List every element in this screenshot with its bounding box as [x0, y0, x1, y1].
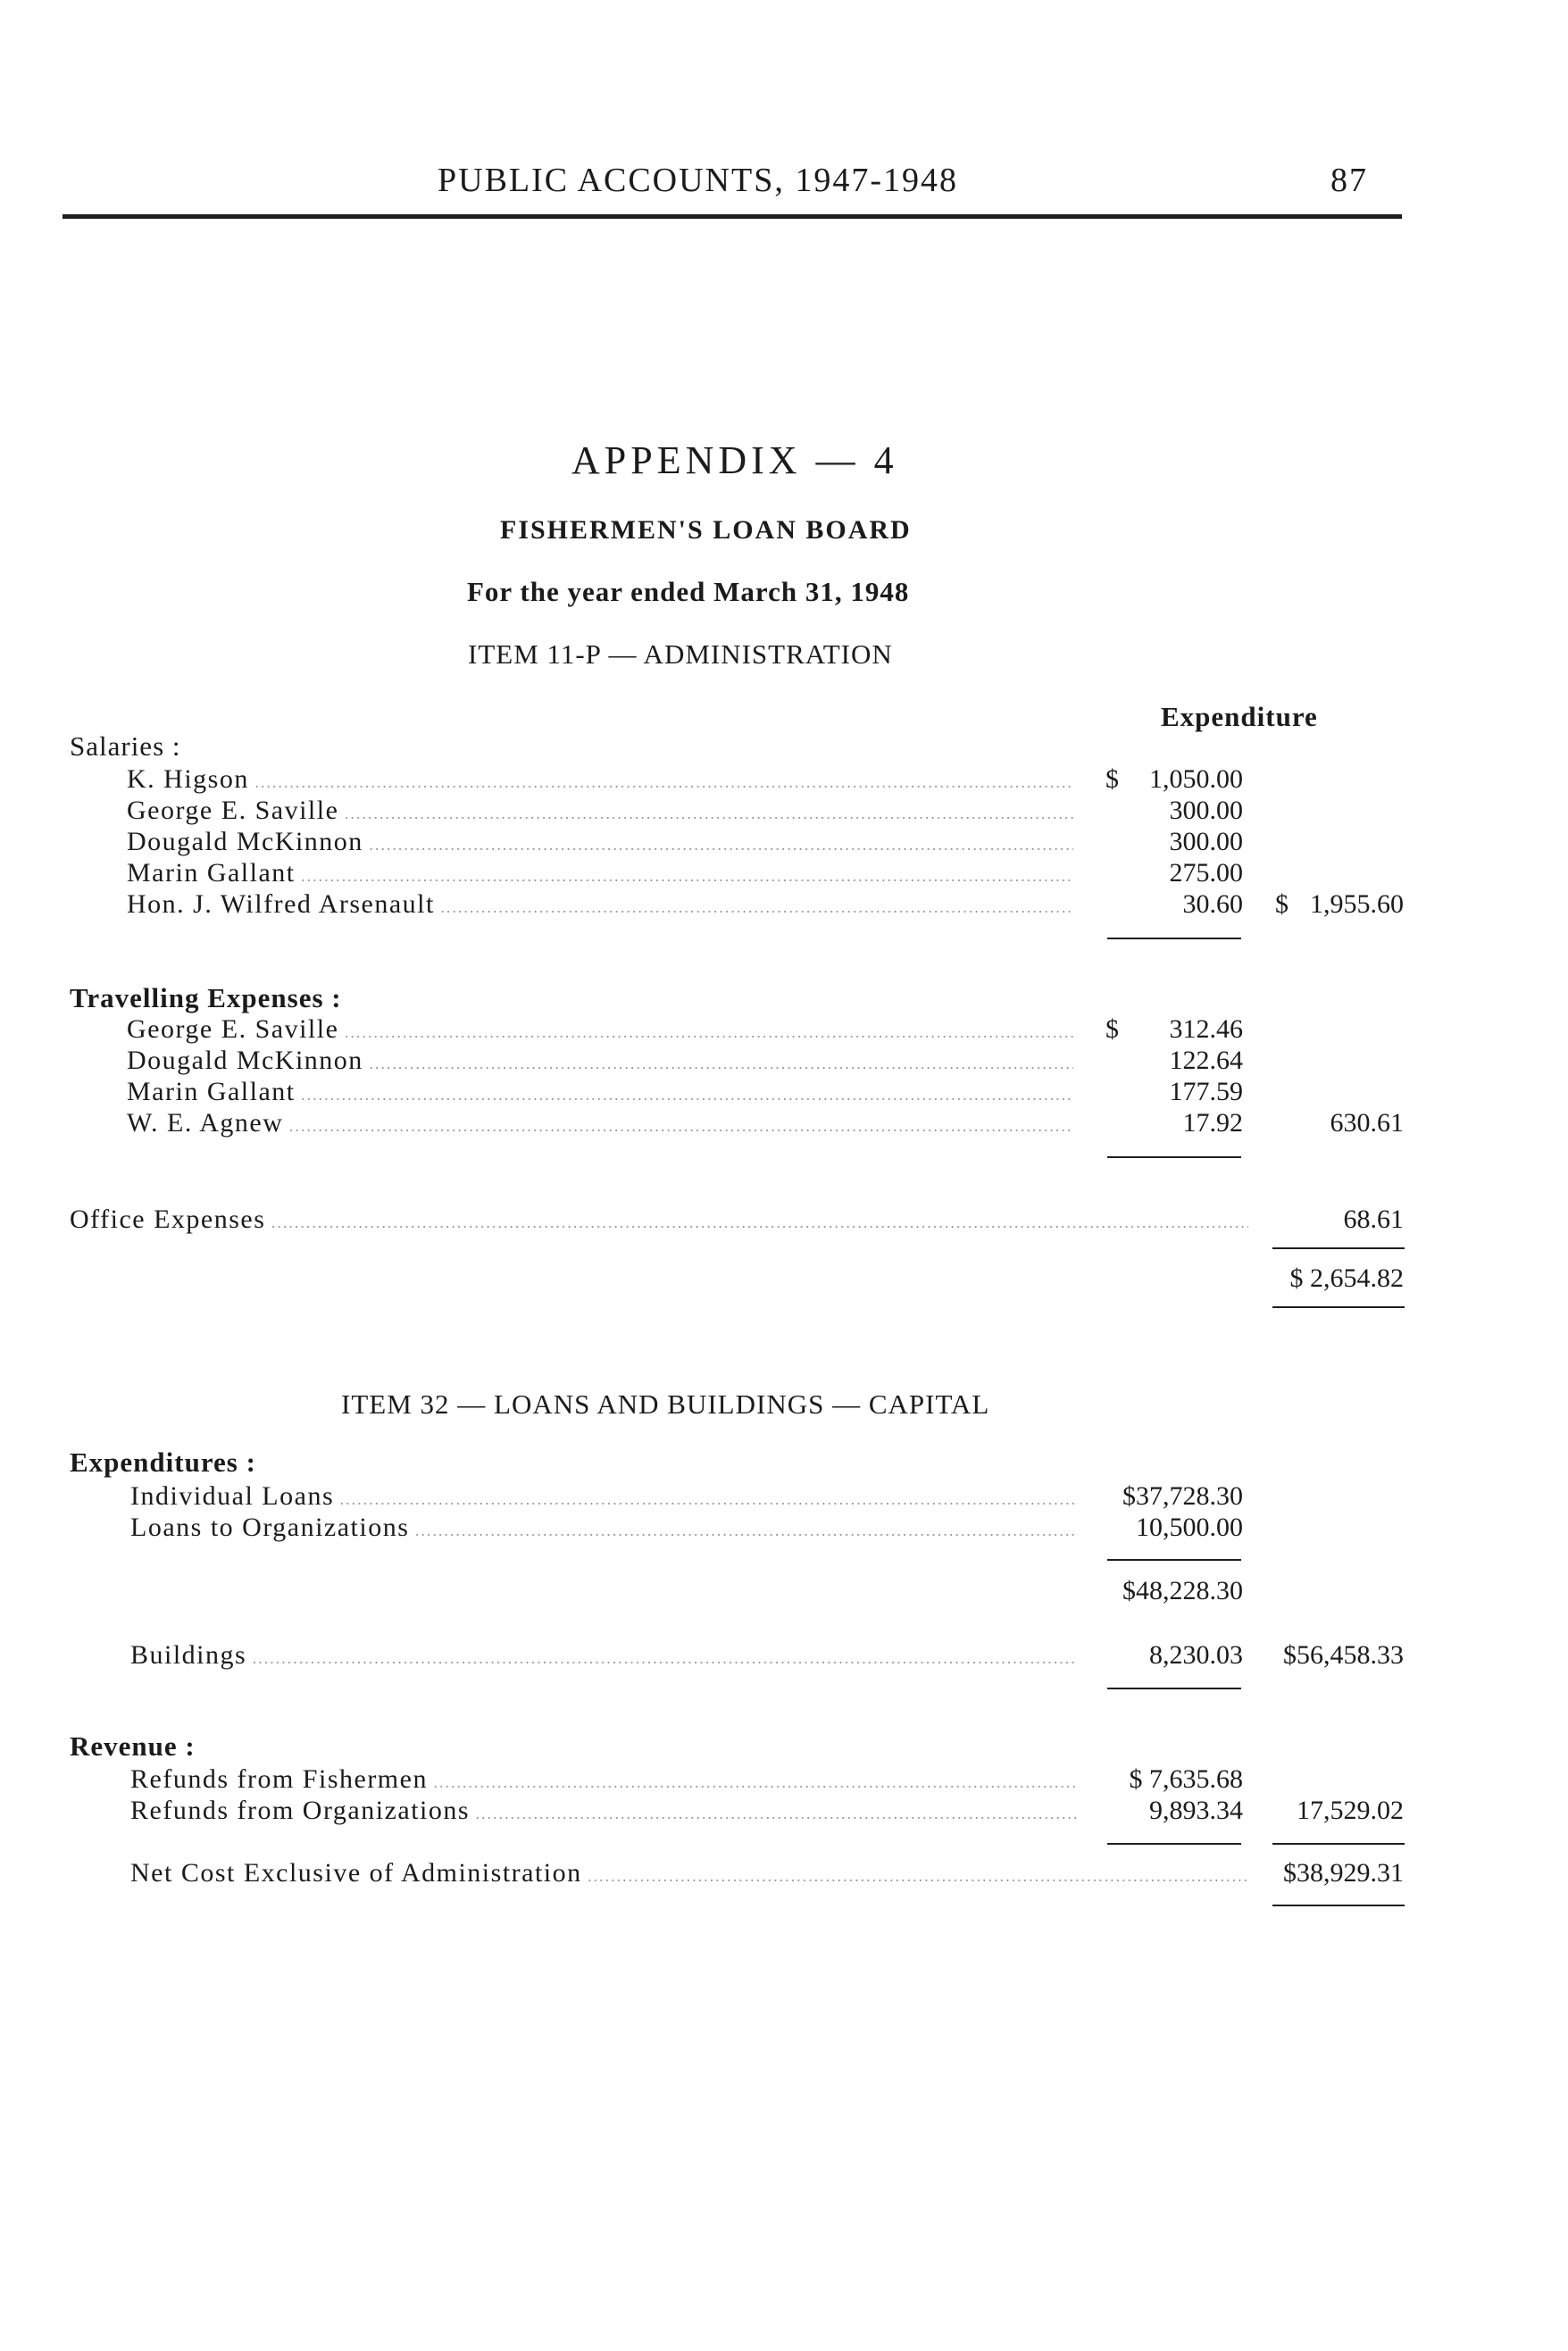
salary-row — [127, 763, 1073, 796]
salary-name: K. Higson ..... — [127, 763, 1073, 798]
travel-row — [127, 1013, 1073, 1046]
travel-amount: 17.92 — [1182, 1108, 1243, 1138]
travel-row — [127, 1045, 1073, 1077]
revenue-name: Refunds from Fishermen ..... — [130, 1763, 1077, 1798]
revenue-heading: Revenue : — [70, 1730, 196, 1762]
subtotal-rule — [1107, 1843, 1241, 1845]
expenditure-amount: 10,500.00 — [1136, 1513, 1243, 1542]
revenue-amount: 9,893.34 — [1149, 1796, 1243, 1825]
salary-amount: 30.60 — [1182, 889, 1243, 919]
revenue-total: 17,529.02 — [1297, 1796, 1404, 1825]
expenditure-row — [130, 1480, 1077, 1513]
travel-row — [127, 1076, 1073, 1108]
subtotal-rule — [1107, 1156, 1241, 1158]
revenue-row — [130, 1795, 1077, 1827]
total-rule — [1272, 1843, 1405, 1845]
salary-name: Dougald McKinnon ..... — [127, 826, 1073, 861]
buildings-row — [130, 1639, 1077, 1672]
subtotal-rule — [1107, 1559, 1241, 1561]
total-rule — [1272, 1247, 1405, 1249]
header-rule — [63, 214, 1402, 219]
appendix-title: APPENDIX — 4 — [571, 438, 898, 482]
office-row — [70, 1204, 1248, 1236]
expenditure-name: Individual Loans ..... — [130, 1480, 1077, 1515]
expenditures-total: $56,458.33 — [1283, 1640, 1404, 1670]
expenditure-row — [130, 1512, 1077, 1544]
travel-amount: 122.64 — [1169, 1046, 1243, 1075]
subtotal-rule — [1107, 938, 1241, 939]
page-number: 87 — [1330, 162, 1368, 199]
revenue-amount: $ 7,635.68 — [1129, 1764, 1243, 1794]
travel-name: Marin Gallant ..... — [127, 1076, 1073, 1111]
expenditure-name: Loans to Organizations ..... — [130, 1512, 1077, 1546]
buildings-label: Buildings ..... — [130, 1639, 1077, 1674]
salary-amount: 300.00 — [1169, 796, 1243, 825]
salary-amount: 1,050.00 — [1149, 764, 1243, 794]
salary-row — [127, 857, 1073, 889]
revenue-row — [130, 1763, 1077, 1796]
travel-name: Dougald McKinnon ..... — [127, 1045, 1073, 1080]
salaries-total: 1,955.60 — [1310, 889, 1404, 919]
travelling-heading: Travelling Expenses : — [70, 982, 342, 1013]
travel-amount: 312.46 — [1169, 1014, 1243, 1044]
office-label: Office Expenses ..... — [70, 1204, 1248, 1238]
salary-name: Hon. J. Wilfred Arsenault ..... — [127, 888, 1073, 923]
administration-grand-total: $ 2,654.82 — [1289, 1263, 1404, 1293]
buildings-amount: 8,230.03 — [1149, 1640, 1243, 1670]
travel-amount: 177.59 — [1169, 1077, 1243, 1106]
item11-title: ITEM 11-P — ADMINISTRATION — [468, 638, 893, 670]
travel-name: George E. Saville ..... — [127, 1013, 1073, 1048]
salary-name: Marin Gallant ..... — [127, 857, 1073, 892]
item32-title: ITEM 32 — LOANS AND BUILDINGS — CAPITAL — [341, 1388, 990, 1420]
salaries-heading: Salaries : — [70, 730, 181, 762]
subtotal-rule — [1107, 1688, 1241, 1689]
board-title: FISHERMEN'S LOAN BOARD — [500, 515, 912, 545]
dollar-sign: $ — [1275, 889, 1289, 919]
loans-subtotal: $48,228.30 — [1122, 1576, 1243, 1605]
salary-amount: 300.00 — [1169, 827, 1243, 856]
salary-row — [127, 826, 1073, 858]
total-rule — [1272, 1306, 1405, 1308]
period-line: For the year ended March 31, 1948 — [467, 576, 910, 607]
salary-amount: 275.00 — [1169, 858, 1243, 888]
salary-name: George E. Saville ..... — [127, 795, 1073, 830]
net-cost-amount: $38,929.31 — [1283, 1858, 1404, 1888]
salary-row — [127, 888, 1073, 921]
net-cost-label: Net Cost Exclusive of Administration ..... — [130, 1857, 1247, 1892]
travelling-total: 630.61 — [1330, 1108, 1404, 1138]
expenditure-amount: $37,728.30 — [1122, 1481, 1243, 1511]
running-header-title: PUBLIC ACCOUNTS, 1947-1948 — [438, 162, 958, 199]
dollar-sign: $ — [1105, 1014, 1119, 1044]
total-rule — [1272, 1905, 1405, 1906]
office-amount: 68.61 — [1343, 1205, 1404, 1234]
expenditures-heading: Expenditures : — [70, 1446, 256, 1478]
revenue-name: Refunds from Organizations ..... — [130, 1795, 1077, 1830]
dollar-sign: $ — [1105, 764, 1119, 794]
net-cost-row — [130, 1857, 1247, 1889]
travel-name: W. E. Agnew ..... — [127, 1107, 1073, 1142]
salary-row — [127, 795, 1073, 827]
column-header-expenditure: Expenditure — [1161, 701, 1318, 732]
travel-row — [127, 1107, 1073, 1139]
